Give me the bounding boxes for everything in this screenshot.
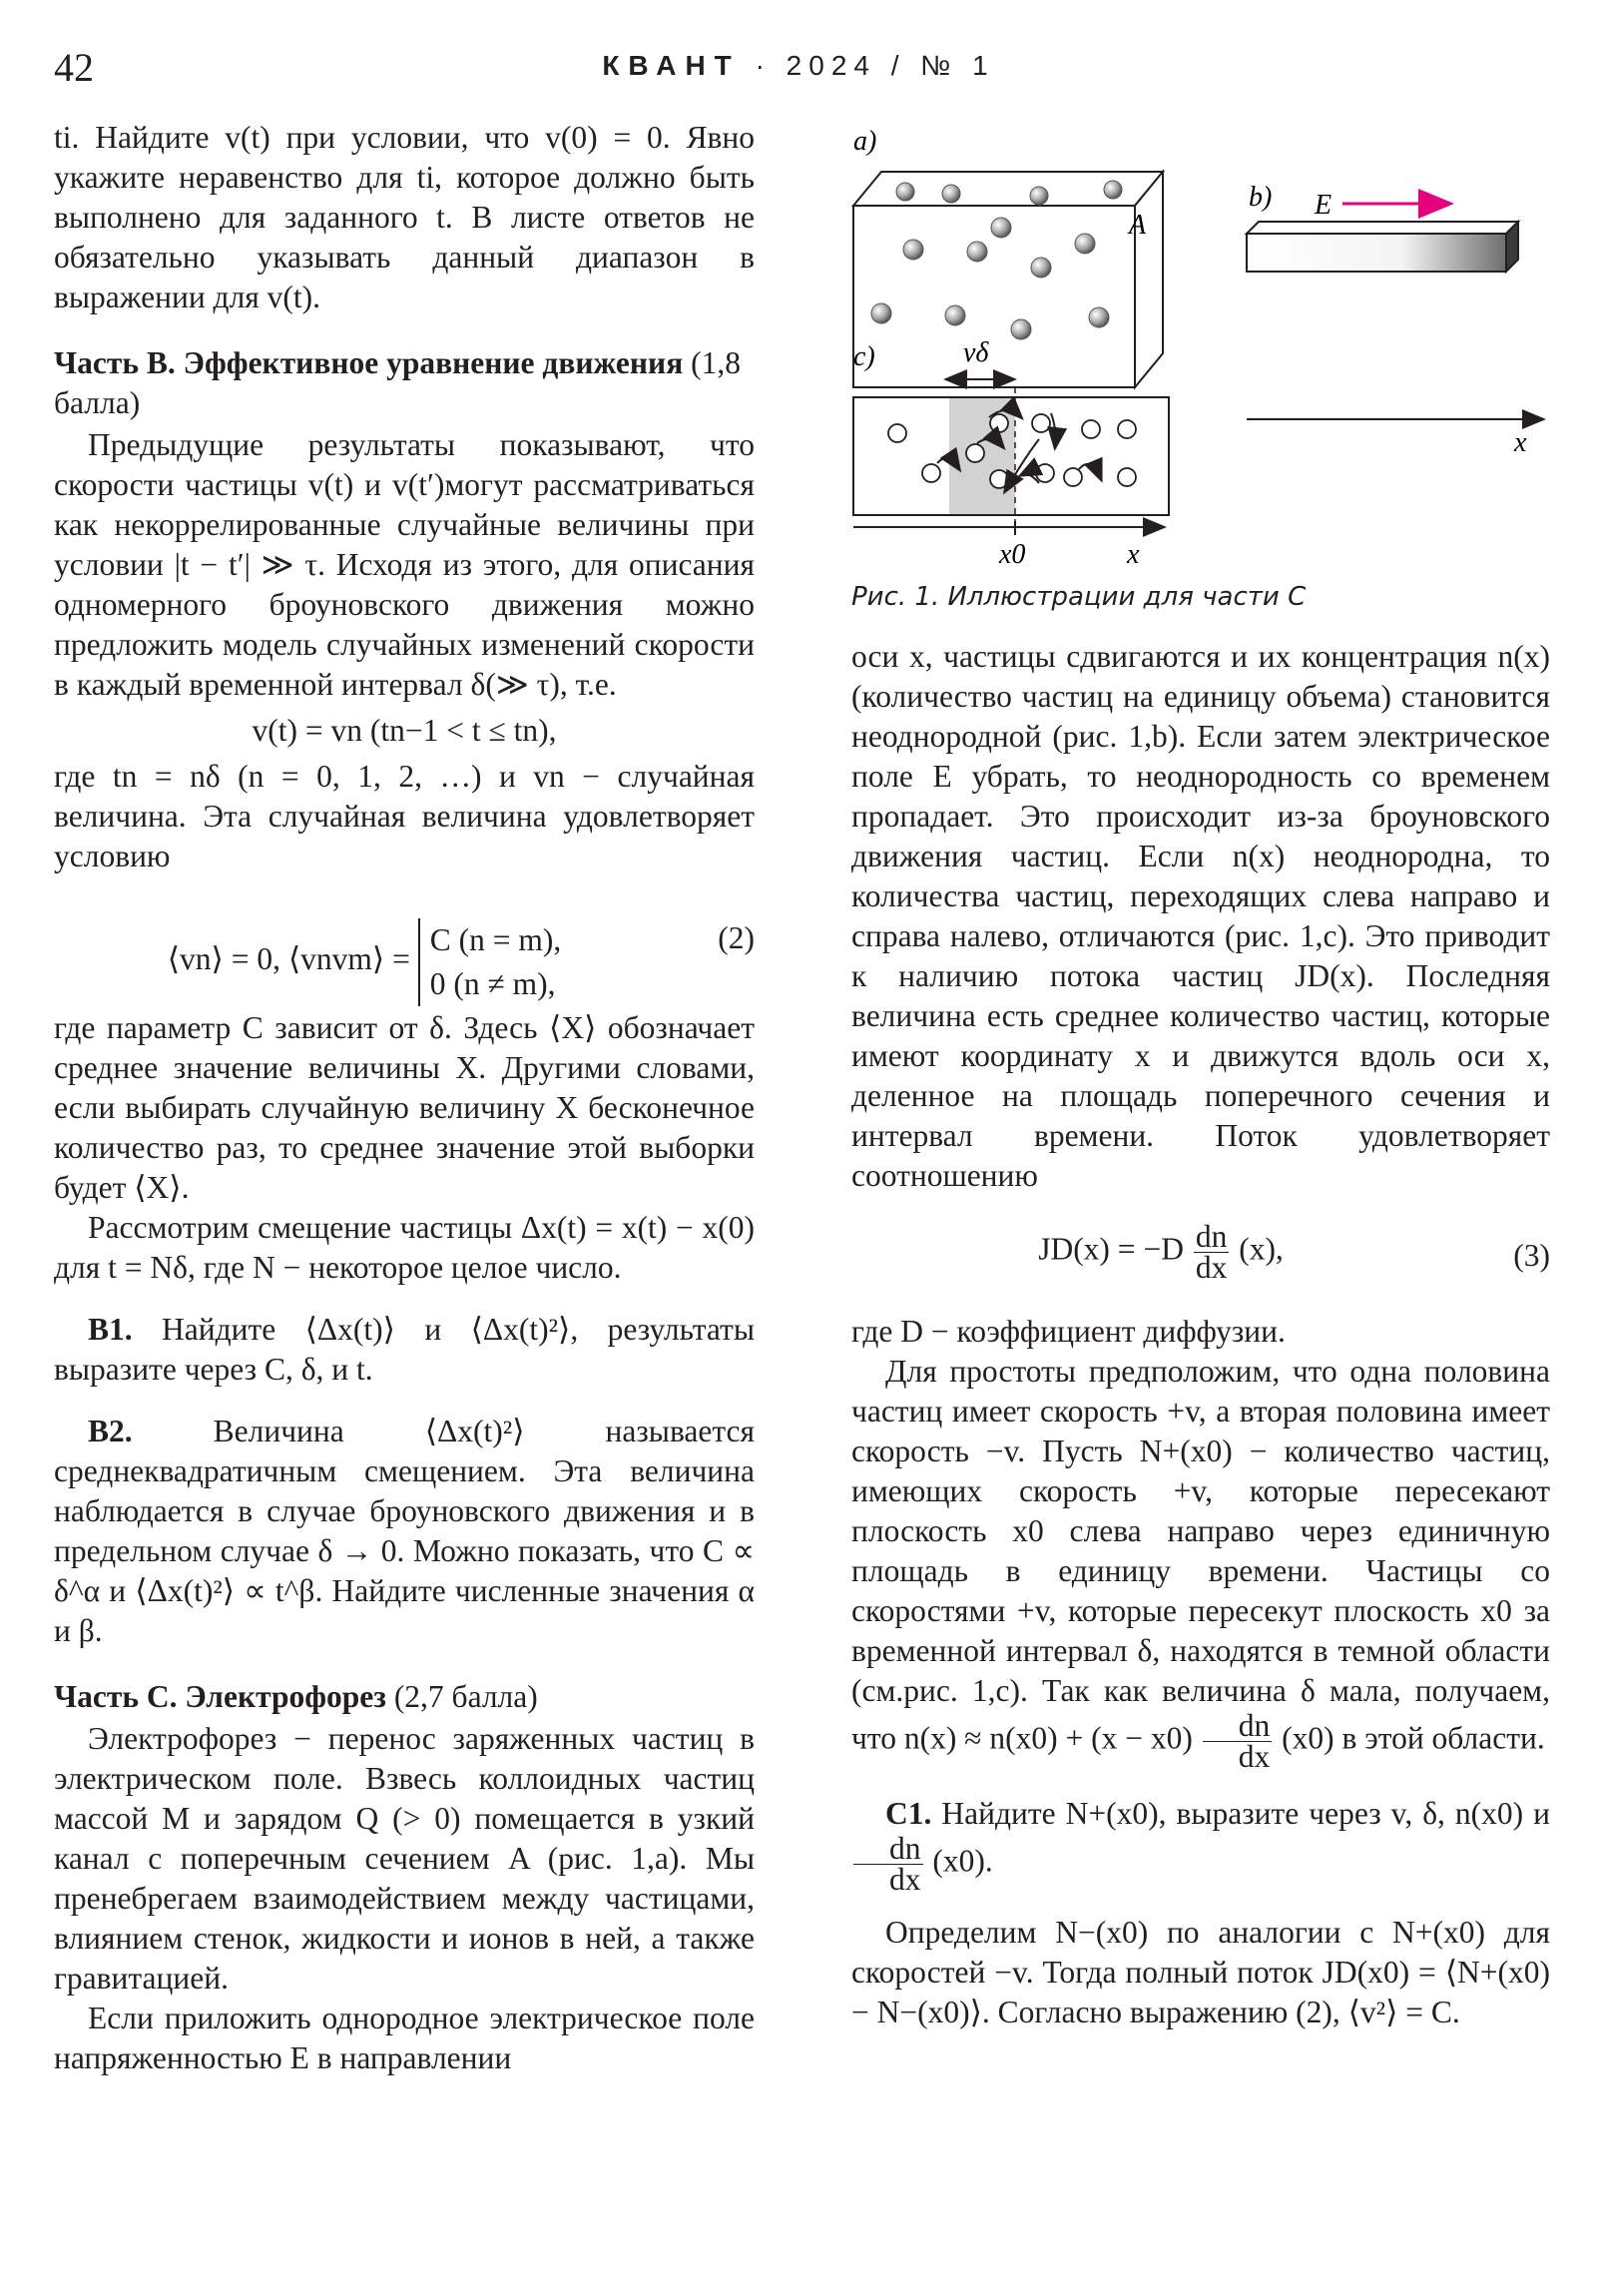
task-c1 — [851, 1794, 1550, 1895]
taylor-expansion-end-word: в — [1341, 1720, 1357, 1756]
field-label: E — [1315, 190, 1332, 221]
section-heading-part-c — [54, 1677, 755, 1717]
equation-3 — [851, 1208, 1550, 1308]
task-c1-numerator: dn — [853, 1834, 923, 1865]
magazine-title: КВАНТ — [602, 50, 741, 81]
task-b1-label: B1. — [88, 1312, 133, 1347]
equation-3-left: JD(x) = −D — [1038, 1231, 1184, 1267]
equation-2-cases — [418, 918, 562, 1006]
velocity-delta-label: vδ — [963, 337, 989, 368]
equation-3-fraction — [1194, 1219, 1230, 1285]
figure-caption: Рис. 1. Иллюстрации для части C — [851, 582, 1307, 612]
taylor-denominator: dx — [1238, 1739, 1271, 1774]
task-c1-tail-left: n(x0) и — [1454, 1796, 1551, 1831]
page-header — [54, 44, 1543, 96]
equation-2 — [54, 894, 755, 1001]
task-b2 — [54, 1412, 755, 1651]
part-b-points: (1,8 балла) — [54, 345, 741, 420]
task-c1-denominator: dx — [889, 1862, 921, 1897]
issue-number: 2024 / № 1 — [786, 50, 995, 81]
equation-3-denominator: dx — [1195, 1250, 1228, 1285]
task-b2-label: B2. — [88, 1414, 133, 1448]
equation-2-case-equal: C (n = m), — [429, 922, 562, 957]
equation-3-number: (3) — [1513, 1238, 1550, 1273]
left-column — [54, 118, 755, 2078]
task-b1 — [54, 1310, 755, 1390]
part-c-title: Часть C. Электрофорез — [54, 1679, 386, 1714]
figure-label-a: a) — [853, 126, 877, 157]
paragraph-electrophoresis: Электрофорез − перенос заряженных частиц в электрическом поле. Взвесь коллоидных частиц массой M и зарядом Q (> 0) помещается в узкий канал с поперечным сечением A (рис. 1,a). Мы пренебрегаем взаимодействием между частицами, влиянием стенок, жидкости и ионов в ней, а также гравитацией. — [54, 1721, 755, 1996]
charged-rod — [1247, 222, 1518, 272]
taylor-expansion-left: n(x) ≈ n(x0) + (x − x0) — [903, 1720, 1193, 1756]
paragraph-random-variable: где tn = nδ (n = 0, 1, 2, …) и vn − случайная величина. Эта случайная величина удовлетворяет условию — [54, 759, 755, 873]
right-column — [851, 118, 1550, 2032]
equation-velocity: v(t) = vn (tn−1 < t ≤ tn), — [252, 713, 557, 748]
equation-2-case-unequal: 0 (n ≠ m), — [429, 966, 556, 1001]
paragraph-diffusion-coefficient: где D − коэффициент диффузии. — [851, 1314, 1286, 1349]
paragraph-concentration: оси x, частицы сдвигаются и их концентрация n(x) (количество частиц на единицу объема) становится неоднородной (рис. 1,b). Если затем электрическое поле E убрать, то неоднородность со временем пропадает. Это происходит из-за броуновского движения частиц. Если n(x) неоднородна, то количества частиц, переходящих слева направо и справа налево, отличаются (рис. 1,c). Это приводит к наличию потока частиц JD(x). Последняя величина есть среднее количество частиц, которые имеют координату x и движутся вдоль оси x, деленное на площадь поперечного сечения и интервал времени. Поток удовлетворяет соотношению — [851, 639, 1550, 1193]
equation-3-numerator: dn — [1195, 1219, 1228, 1254]
x-axis-label-c: x — [1127, 539, 1140, 570]
equation-2-left: ⟨vn⟩ = 0, ⟨vnvm⟩ = — [167, 941, 410, 977]
taylor-numerator: dn — [1203, 1711, 1273, 1742]
part-b-title: Часть B. Эффективное уравнение движения — [54, 345, 684, 380]
paragraph-intro: ti. Найдите v(t) при условии, что v(0) = 0. Явно укажите неравенство для ti, которое должно быть выполнено для заданного t. В листе ответов не обязательно указывать данный диапазон в выражении для v(t). — [54, 120, 755, 314]
equation-2-number: (2) — [718, 920, 755, 955]
paragraph-average: где параметр C зависит от δ. Здесь ⟨X⟩ обозначает среднее значение величины X. Другими словами, если выбирать случайную величину X бесконечное количество раз, то среднее значение этой выборки будет ⟨X⟩. — [54, 1010, 755, 1205]
task-c1-tail-right: (x0). — [932, 1843, 993, 1879]
figure-1 — [851, 118, 1550, 637]
figure-label-c: c) — [853, 341, 875, 372]
paragraph-total-flux: Определим N−(x0) по аналогии с N+(x0) для скоростей −v. Тогда полный поток JD(x0) = ⟨N+(x0) − N−(x0)⟩. Согласно выражению (2), ⟨v²⟩ = C. — [851, 1915, 1550, 2029]
task-c1-fraction — [853, 1831, 923, 1897]
running-head — [54, 50, 1543, 82]
paragraph-field: Если приложить однородное электрическое поле напряженностью E в направлении — [54, 2001, 755, 2075]
task-c1-text: Найдите N+(x0), выразите через v, δ, — [941, 1796, 1445, 1831]
paragraph-displacement: Рассмотрим смещение частицы Δx(t) = x(t) − x(0) для t = Nδ, где N − некоторое целое число. — [54, 1210, 755, 1285]
taylor-expansion-right: (x0) — [1282, 1720, 1334, 1756]
paragraph-velocities — [851, 1352, 1550, 1772]
x0-label: x0 — [999, 539, 1026, 570]
part-c-points: (2,7 балла) — [393, 1679, 538, 1714]
channel-box — [853, 172, 1163, 387]
page-number: 42 — [54, 45, 94, 90]
paragraph-velocities-tail: этой области. — [1364, 1720, 1545, 1756]
cross-section-label: A — [1129, 210, 1147, 241]
figure-label-b: b) — [1249, 182, 1273, 213]
taylor-expansion-fraction — [1203, 1708, 1273, 1774]
equation-3-right: (x), — [1239, 1231, 1284, 1267]
x-axis-label-b: x — [1514, 427, 1527, 458]
section-heading-part-b — [54, 343, 755, 423]
figure-1-illustration — [851, 118, 1550, 637]
paragraph-velocities-text: Для простоты предположим, что одна половина частиц имеет скорость +v, а вторая половина имеет скорость −v. Пусть N+(x0) − количество частиц, имеющих скорость +v, которые пересекают плоскость x0 слева направо через единичную площадь в единицу времени. Частицы со скоростями +v, которые пересекут плоскость x0 за временной интервал δ, находятся в темной области (см.рис. 1,c). Так как величина δ мала, получаем, что — [851, 1354, 1550, 1756]
task-c1-label: C1. — [885, 1796, 932, 1831]
header-separator: · — [755, 50, 772, 81]
paragraph-model: Предыдущие результаты показывают, что скорости частицы v(t) и v(t′)могут рассматриваться как некоррелированные случайные величины при условии |t − t′| ≫ τ. Исходя из этого, для описания одномерного броуновского движения можно предложить модель случайных изменений скорости в каждый временной интервал δ(≫ τ), т.е. — [54, 427, 755, 702]
task-b1-text: Найдите ⟨Δx(t)⟩ и ⟨Δx(t)²⟩, результаты выразите через C, δ, и t. — [54, 1312, 755, 1387]
task-b2-text: Величина ⟨Δx(t)²⟩ называется среднеквадратичным смещением. Эта величина наблюдается в случае броуновского движения и в предельном случае δ → 0. Можно показать, что C ∝ δ^α и ⟨Δx(t)²⟩ ∝ t^β. Найдите численные значения α и β. — [54, 1414, 755, 1648]
